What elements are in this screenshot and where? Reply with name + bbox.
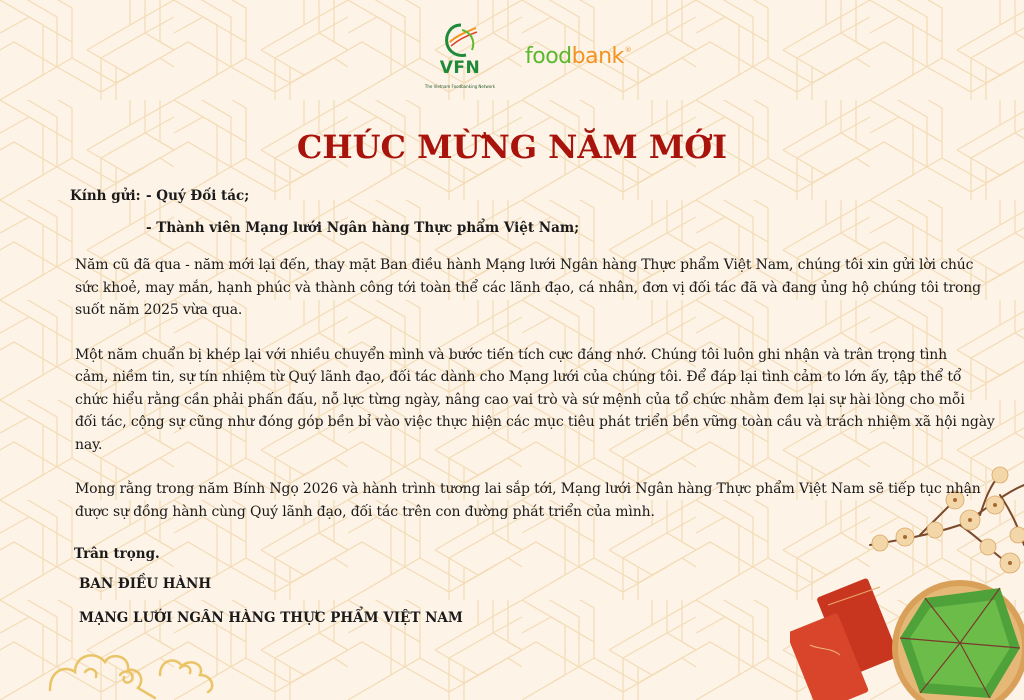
- letter-title: CHÚC MỪNG NĂM MỚI: [296, 128, 728, 166]
- vfn-logo-tagline: The Vietnam Foodbanking Network: [424, 84, 496, 89]
- letter-body: [75, 254, 995, 545]
- paragraph: Mong rằng trong năm Bính Ngọ 2026 và hành trình tương lai sắp tới, Mạng lưới Ngân hàng Thực phẩm Việt Nam sẽ tiếp tục nhận được sự đồng hành cùng Quý lãnh đạo, đối tác trên con đường phát triển của mình.: [75, 481, 981, 520]
- recipient-item: - Quý Đối tác;: [146, 188, 250, 204]
- salutation-row: [70, 220, 579, 252]
- foodbank-logo: [525, 44, 631, 74]
- closing-text: Trân trọng.: [74, 546, 160, 562]
- foodbank-logo-bank: bank: [571, 44, 624, 69]
- globe-swoosh-icon: [442, 22, 480, 60]
- vfn-logo-text: VFN: [439, 58, 481, 78]
- registered-mark-icon: ®: [624, 46, 632, 54]
- vfn-logo: [420, 22, 500, 94]
- foodbank-logo-food: food: [525, 44, 572, 69]
- paragraph: Năm cũ đã qua - năm mới lại đến, thay mặt Ban điều hành Mạng lưới Ngân hàng Thực phẩm Việt Nam, chúng tôi xin gửi lời chúc sức khoẻ, may mắn, hạnh phúc và thành công tới toàn thể các lãnh đạo, cá nhân, đơn vị đối tác đã và đang ủng hộ chúng tôi trong suốt năm 2025 vừa qua.: [75, 257, 981, 318]
- paragraph: Một năm chuẩn bị khép lại với nhiều chuyển mình và bước tiến tích cực đáng nhớ. Chúng tôi luôn ghi nhận và trân trọng tình cảm, niềm tin, sự tín nhiệm từ Quý lãnh đạo, đối tác dành cho Mạng lưới của chúng tôi. Để đáp lại tình cảm to lớn ấy, tập thể tổ chức hiểu rằng cần phải phấn đấu, nỗ lực từng ngày, nâng cao vai trò và sứ mệnh của tổ chức nhằm đem lại sự hài lòng cho mỗi đối tác, cộng sự cũng như đóng góp bền bỉ vào việc thực hiện các mục tiêu phát triển bền vững toàn cầu và trách nhiệm xã hội ngày nay.: [75, 346, 995, 453]
- salutation-block: [70, 188, 579, 252]
- recipient-item: - Thành viên Mạng lưới Ngân hàng Thực phẩm Việt Nam;: [146, 220, 580, 236]
- signature-line-1: BAN ĐIỀU HÀNH: [79, 576, 212, 592]
- signature-line-2: MẠNG LƯỚI NGÂN HÀNG THỰC PHẨM VIỆT NAM: [79, 610, 463, 626]
- salutation-label: Kính gửi:: [70, 188, 141, 204]
- salutation-row: [70, 188, 579, 220]
